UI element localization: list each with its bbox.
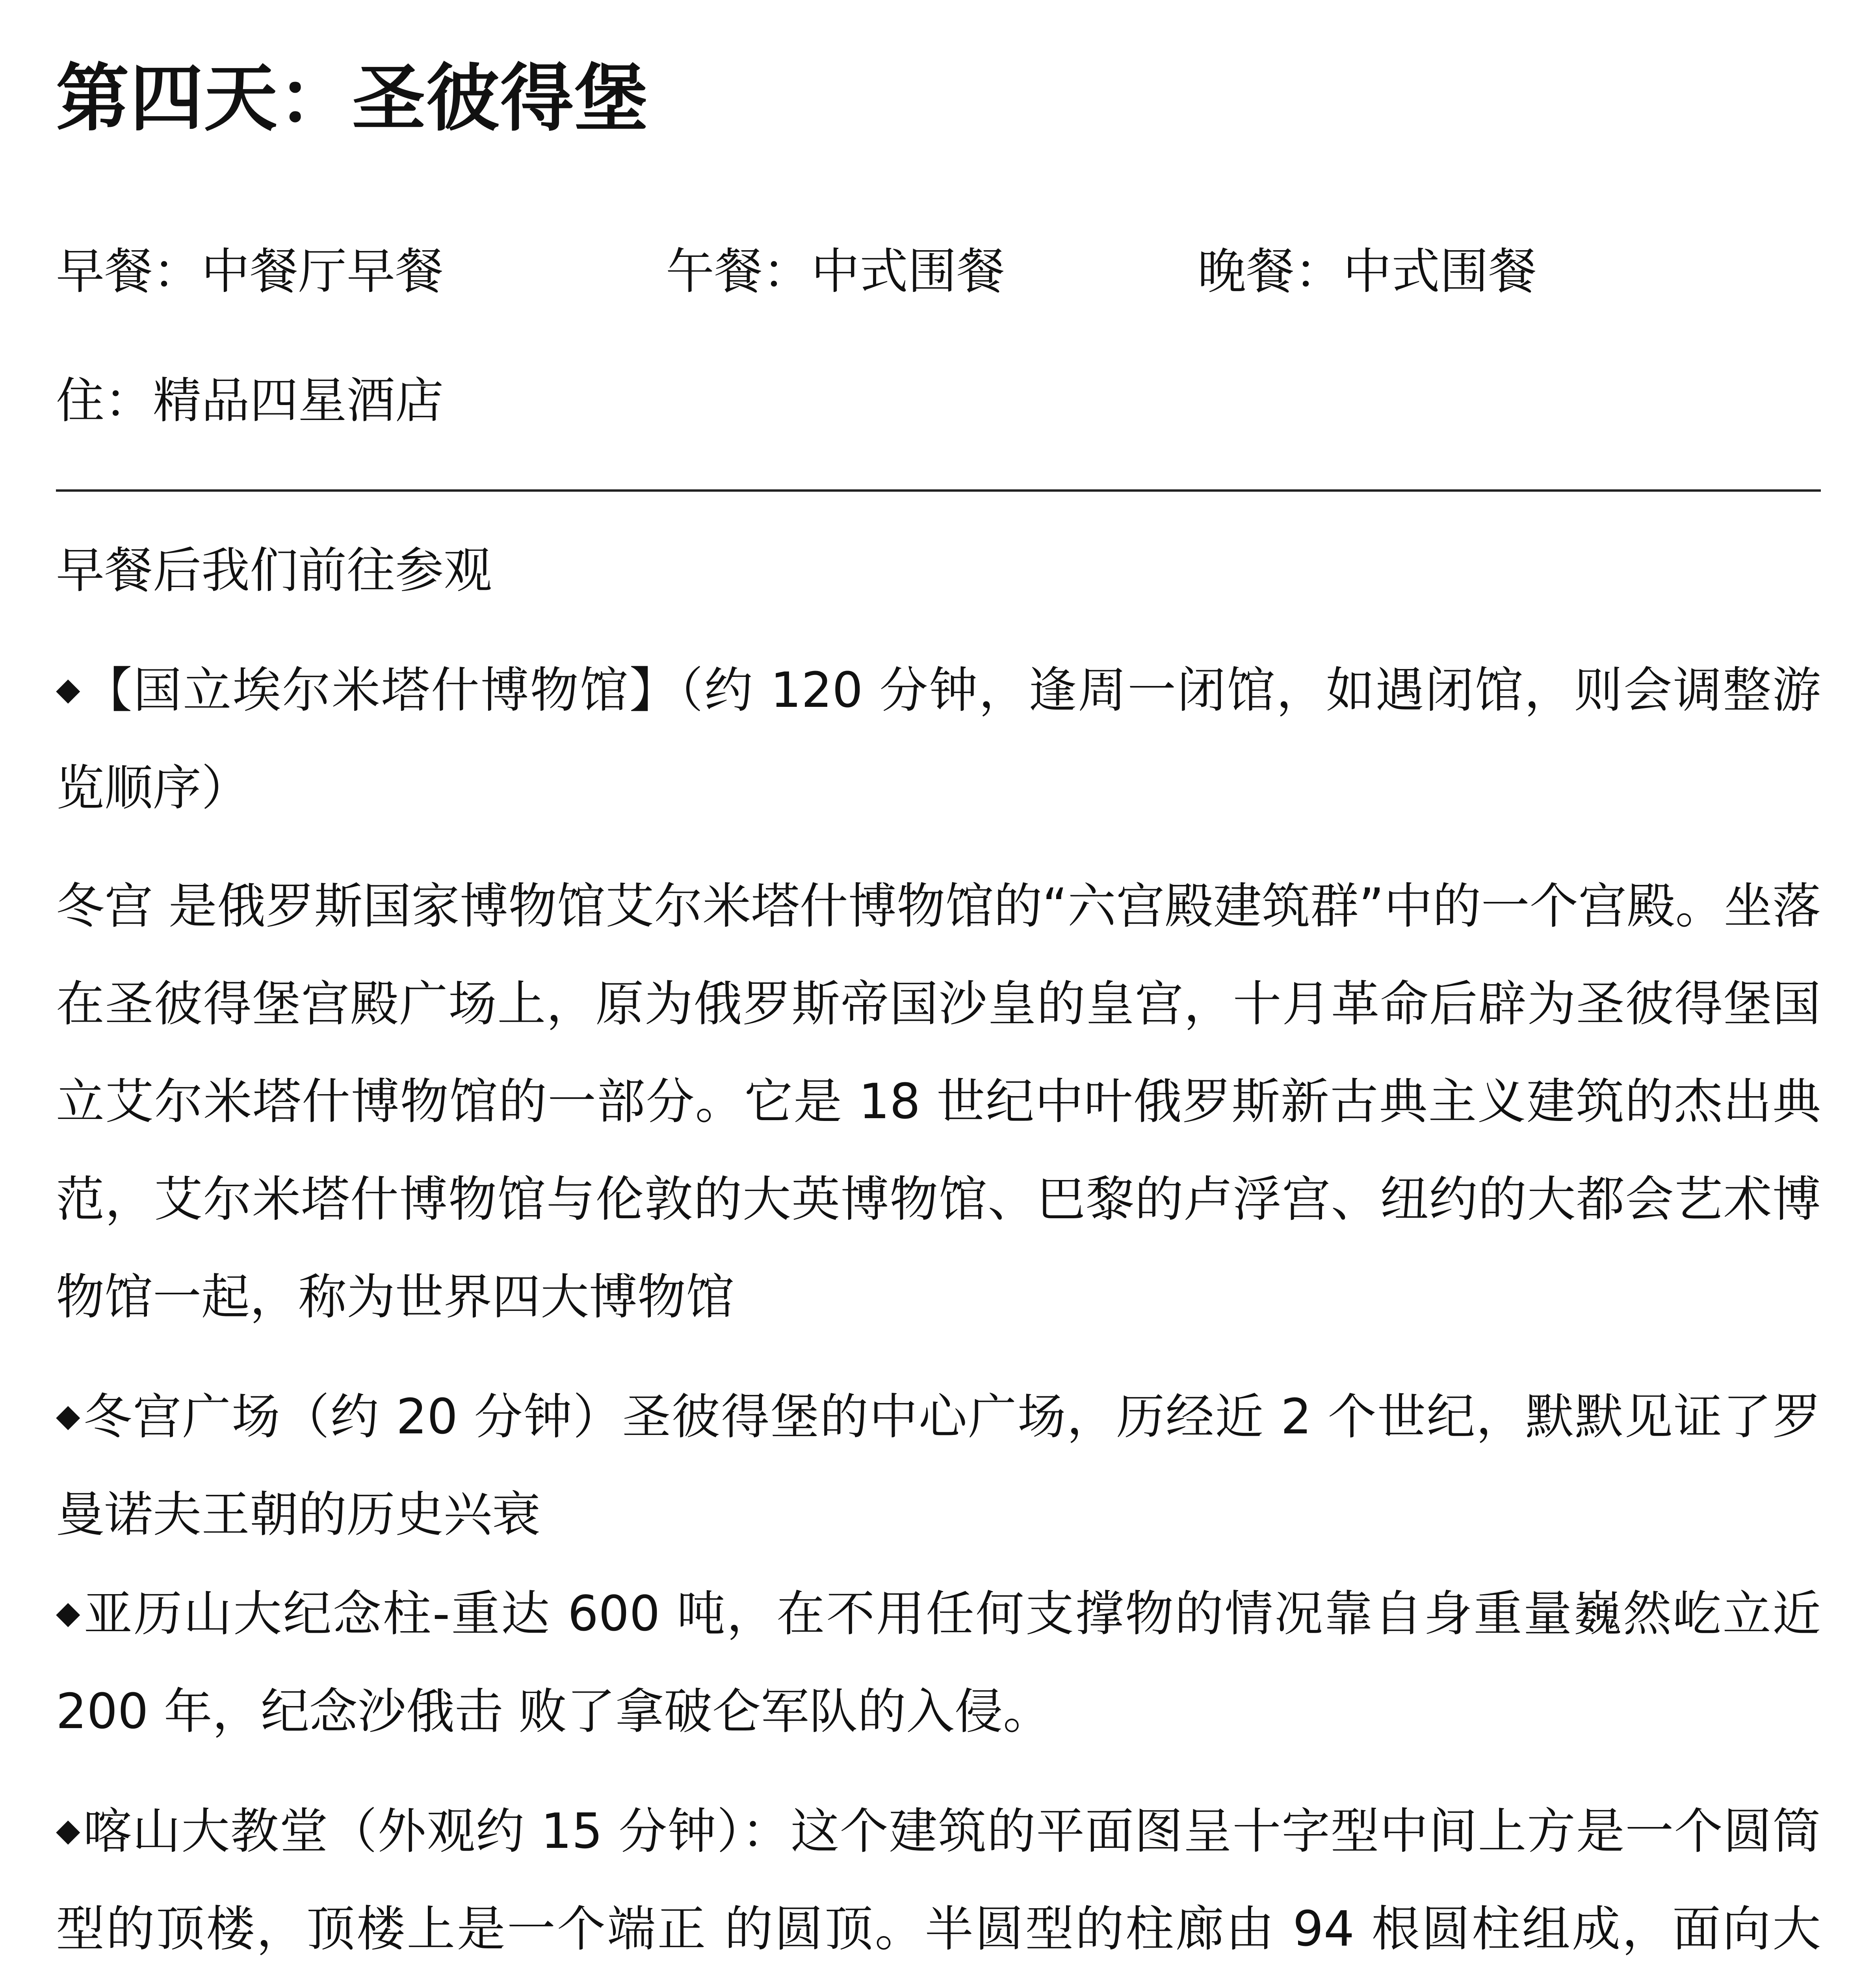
accommodation-info: 住：精品四星酒店 — [56, 373, 444, 429]
divider — [56, 489, 1821, 492]
itinerary-body — [56, 522, 1821, 1970]
bullet-icon: ◆ — [56, 671, 80, 707]
intro-paragraph: 早餐后我们前往参观 — [56, 543, 492, 599]
alexander-column-item — [56, 1564, 1821, 1761]
palace-square-text: 冬宫广场（约 20 分钟）圣彼得堡的中心广场，历经近 2 个世纪，默默见证了罗曼诺夫王朝的历史兴衰 — [56, 1389, 1821, 1543]
lunch-info: 午餐：中式围餐 — [666, 243, 1005, 300]
bullet-icon: ◆ — [56, 1812, 80, 1848]
bullet-icon: ◆ — [56, 1594, 80, 1631]
kazan-cathedral-text: 喀山大教堂（外观约 15 分钟）：这个建筑的平面图呈十字型中间上方是一个圆筒型的顶楼，顶楼上是一个端正 的圆顶。半圆型的柱廊由 94 根圆柱组成，面向大 — [56, 1803, 1821, 1957]
hermitage-description: 冬宫 是俄罗斯国家博物馆艾尔米塔什博物馆的“六宫殿建筑群”中的一个宫殿。坐落在圣彼得堡宫殿广场上，原为俄罗斯帝国沙皇的皇宫，十月革命后辟为圣彼得堡国立艾尔米塔什博物馆的一部分。它是 18 世纪中叶俄罗斯新古典主义建筑的杰出典范，艾尔米塔什博物馆与伦敦的大英博物馆、巴黎的卢浮宫、纽约的大都会艺术博物馆一起，称为世界四大博物馆 — [56, 878, 1821, 1325]
dinner-info: 晚餐：中式围餐 — [1198, 243, 1537, 300]
breakfast-info: 早餐：中餐厅早餐 — [56, 243, 444, 300]
kazan-cathedral-item — [56, 1781, 1821, 1970]
palace-square-item — [56, 1367, 1821, 1564]
bullet-icon: ◆ — [56, 1397, 80, 1434]
page-title: 第四天：圣彼得堡 — [56, 56, 649, 141]
alexander-column-text: 亚历山大纪念柱-重达 600 吨，在不用任何支撑物的情况靠自身重量巍然屹立近 200 年，纪念沙俄击 败了拿破仑军队的入侵。 — [56, 1586, 1821, 1740]
hermitage-heading-text: 【国立埃尔米塔什博物馆】（约 120 分钟，逢周一闭馆，如遇闭馆，则会调整游览顺序） — [56, 662, 1821, 816]
hermitage-heading — [56, 640, 1821, 837]
